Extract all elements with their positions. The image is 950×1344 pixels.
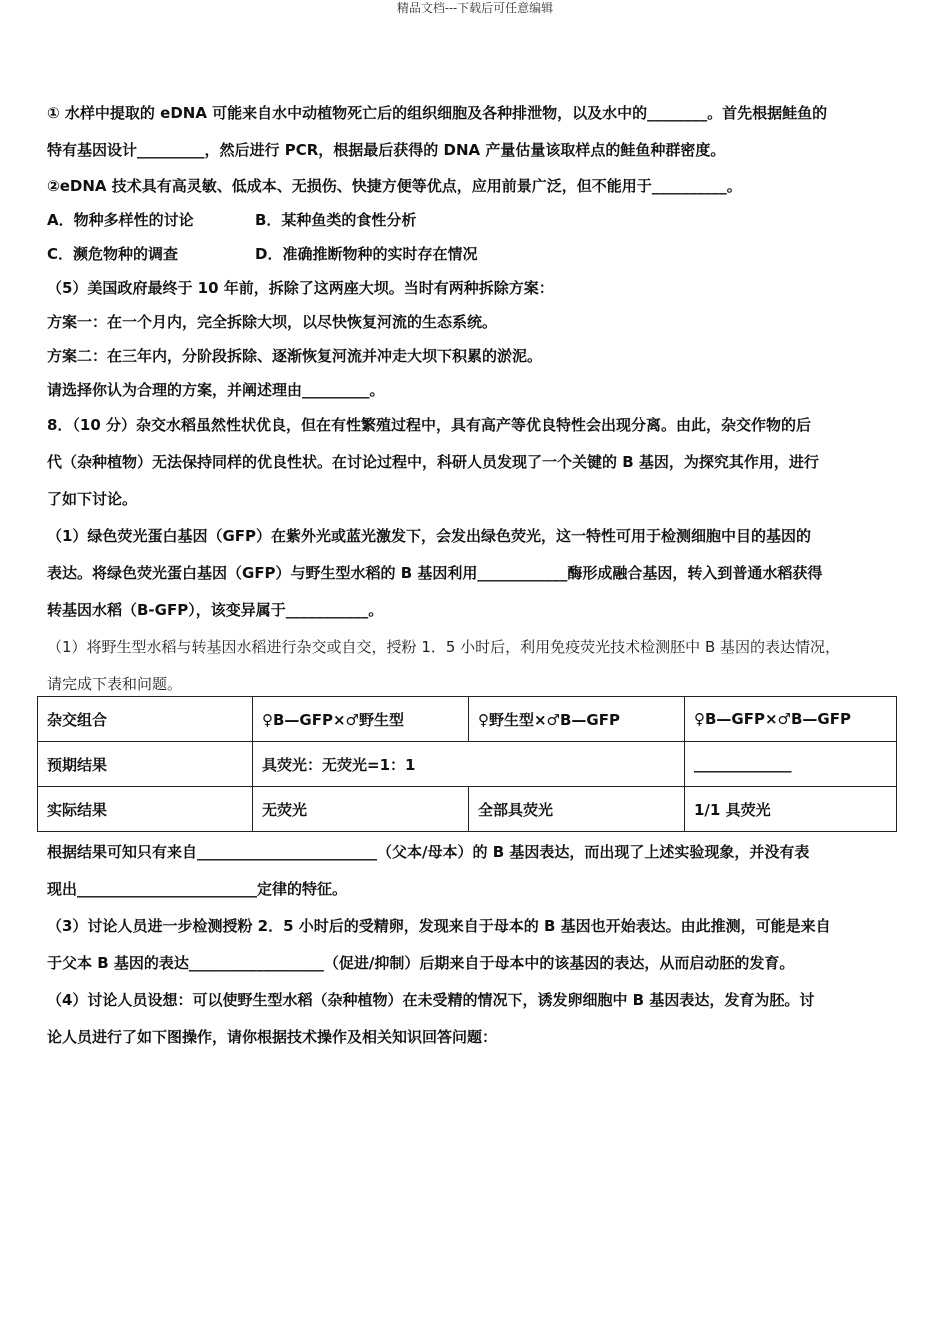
- text-line: （1）绿色荧光蛋白基因（GFP）在紫外光或蓝光激发下，会发出绿色荧光，这一特性可用于检测细胞中目的基因的: [47, 527, 811, 545]
- options-row: [47, 237, 909, 271]
- text-line: （1）将野生型水稻与转基因水稻进行杂交或自交，授粉 1．5 小时后，利用免疫荧光技术检测胚中 B 基因的表达情况，: [47, 638, 840, 656]
- options-row: [47, 203, 909, 237]
- text-line: 表达。将绿色荧光蛋白基因（GFP）与野生型水稻的 B 基因利用____________酶形成融合基因，转入到普通水稻获得: [47, 564, 823, 582]
- text-line: 8．（10 分）杂交水稻虽然性状优良，但在有性繁殖过程中，具有高产等优良特性会出现分离。由此，杂交作物的后: [47, 416, 812, 434]
- question-body: [47, 95, 909, 703]
- text-line: 方案二：在三年内，分阶段拆除、逐渐恢复河流并冲走大坝下积累的淤泥。: [47, 347, 543, 365]
- text-line: 代（杂种植物）无法保持同样的优良性状。在讨论过程中，科研人员发现了一个关键的 B 基因，为探究其作用，进行: [47, 453, 819, 471]
- table-row: [38, 697, 897, 742]
- page-header: 精品文档---下载后可任意编辑: [396, 1, 554, 15]
- text-line: （5）美国政府最终于 10 年前，拆除了这两座大坝。当时有两种拆除方案：: [47, 279, 554, 297]
- text-line: （3）讨论人员进一步检测授粉 2．5 小时后的受精卵，发现来自于母本的 B 基因也开始表达。由此推测，可能是来自: [47, 917, 831, 935]
- option-a: A．物种多样性的讨论: [47, 211, 194, 229]
- table-row: [38, 742, 897, 787]
- table-cell: ♀B—GFP×♂B—GFP: [685, 697, 897, 742]
- text-line: 论人员进行了如下图操作，请你根据技术操作及相关知识回答问题：: [47, 1028, 498, 1046]
- table-cell: 1/1 具荧光: [685, 787, 897, 832]
- text-line: 请选择你认为合理的方案，并阐述理由_________。: [47, 381, 385, 399]
- table-cell: ♀野生型×♂B—GFP: [469, 697, 685, 742]
- table-cell: 具荧光：无荧光=1：1: [253, 742, 685, 787]
- table-cell: ♀B—GFP×♂野生型: [253, 697, 469, 742]
- answer-blank-cell: _____________: [685, 742, 897, 787]
- question-body-continued: [47, 834, 909, 1056]
- text-line: 转基因水稻（B-GFP），该变异属于___________。: [47, 601, 384, 619]
- text-line: 方案一：在一个月内，完全拆除大坝，以尽快恢复河流的生态系统。: [47, 313, 498, 331]
- experiment-table: [37, 696, 897, 832]
- text-line: 根据结果可知只有来自________________________（父本/母本）的 B 基因表达，而出现了上述实验现象，并没有表: [47, 843, 810, 861]
- table-row: [38, 787, 897, 832]
- text-line: （4）讨论人员设想：可以使野生型水稻（杂种植物）在未受精的情况下，诱发卵细胞中 B 基因表达，发育为胚。讨: [47, 991, 815, 1009]
- text-line: 于父本 B 基因的表达__________________（促进/抑制）后期来自于母本中的该基因的表达，从而启动胚的发育。: [47, 954, 795, 972]
- text-line: 特有基因设计_________，然后进行 PCR，根据最后获得的 DNA 产量估量该取样点的鲑鱼种群密度。: [47, 141, 726, 159]
- option-d: D．准确推断物种的实时存在情况: [255, 245, 478, 263]
- table-cell: 全部具荧光: [469, 787, 685, 832]
- text-line: 请完成下表和问题。: [47, 675, 183, 693]
- option-b: B．某种鱼类的食性分析: [255, 211, 417, 229]
- text-line: ②eDNA 技术具有高灵敏、低成本、无损伤、快捷方便等优点，应用前景广泛，但不能用于__________。: [47, 177, 742, 195]
- text-line: 现出________________________定律的特征。: [47, 880, 348, 898]
- table-cell: 无荧光: [253, 787, 469, 832]
- text-line: 了如下讨论。: [47, 490, 138, 508]
- table-cell: 实际结果: [38, 787, 253, 832]
- option-c: C．濒危物种的调查: [47, 245, 179, 263]
- table-cell: 预期结果: [38, 742, 253, 787]
- table-cell: 杂交组合: [38, 697, 253, 742]
- text-line: ① 水样中提取的 eDNA 可能来自水中动植物死亡后的组织细胞及各种排泄物，以及水中的________。首先根据鲑鱼的: [47, 104, 828, 122]
